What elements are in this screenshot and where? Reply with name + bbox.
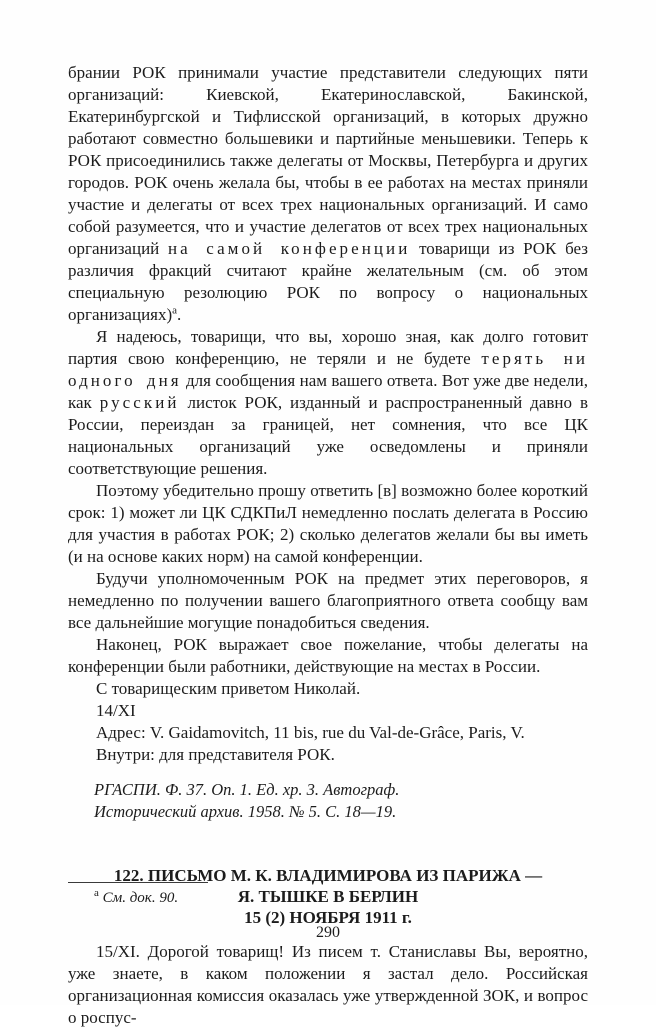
emphasized-spaced-text: русский xyxy=(99,393,180,412)
document-heading-line: 15 (2) НОЯБРЯ 1911 г. xyxy=(244,908,412,927)
paragraph-text: товарищи из РОК без различия фракций считают крайне желательным (см. об этом специальную резолюцию РОК по вопросу о национальных организациях) xyxy=(68,239,588,324)
paragraph: Будучи уполномоченным РОК на предмет этих переговоров, я немедленно по получении вашего благоприятного ответа сообщу вам все дальнейшие могущие понадобиться сведения. xyxy=(68,569,588,632)
letter-address-inner: Внутри: для представителя РОК. xyxy=(96,745,335,764)
footnote-reference-marker: а xyxy=(172,304,178,317)
archive-reference xyxy=(94,779,588,823)
letter-body xyxy=(68,62,588,766)
paragraph: 15/XI. Дорогой товарищ! Из писем т. Станиславы Вы, вероятно, уже знаете, в каком положении я застал дело. Российская организационная комиссия оказалась уже утвержденной ЗОК, и вопрос о роспус- xyxy=(68,942,588,1027)
page-number: 290 xyxy=(316,924,340,941)
footnote-separator xyxy=(68,882,208,883)
footnote-marker: а xyxy=(94,887,99,899)
letter-signature: С товарищеским приветом Николай. xyxy=(96,679,361,698)
paragraph-text: Я надеюсь, товарищи, что вы, хорошо зная, как долго готовит партия свою конференцию, не теряли и не будете xyxy=(68,327,588,368)
emphasized-spaced-text: на самой конференции xyxy=(167,239,411,258)
archive-reference-line: РГАСПИ. Ф. 37. Оп. 1. Ед. хр. 3. Автограф. xyxy=(94,780,400,799)
paragraph: Наконец, РОК выражает свое пожелание, чтобы делегаты на конференции были работники, действующие на местах в России. xyxy=(68,635,588,676)
footnote-text xyxy=(68,888,588,908)
emphasized-spaced-text: терять ни одного дня xyxy=(68,349,589,390)
paragraph-text: брании РОК принимали участие представители следующих пяти организаций: Киевской, Екатеринославской, Бакинской, Екатеринбургской и Тифлисской организаций, в которых дружно работают совместно большевики и партийные меньшевики. Теперь к РОК присоединились также делегаты от Москвы, Петербурга и других городов. РОК очень желала бы, чтобы в ее работах на местах приняли участие и делегаты от всех трех национальных организаций. И само собой разумеется, что и участие делегатов от всех трех национальных организаций xyxy=(68,63,588,258)
footnote-content: См. док. 90. xyxy=(102,890,179,906)
paragraph-text: для сообщения нам вашего ответа. Вот уже две недели, как xyxy=(68,371,589,412)
paragraph-text: листок РОК, изданный и распространенный давно в России, переиздан за границей, нет сомнения, что все ЦК национальных организаций уже осведомлены и приняли соответствующие решения. xyxy=(68,393,588,478)
document-heading-line: Я. ТЫШКЕ В БЕРЛИН xyxy=(237,887,419,906)
paragraph-text: . xyxy=(177,305,182,324)
letter-date: 14/XI xyxy=(96,701,136,720)
paragraph xyxy=(68,62,588,326)
paragraph: Поэтому убедительно прошу ответить [в] возможно более короткий срок: 1) может ли ЦК СДКПиЛ немедленно послать делегата в Россию для участия в работах РОК; 2) сколько делегатов желали бы вы иметь (и на основе каких норм) на самой конференции. xyxy=(68,481,588,566)
document-heading-line: 122. ПИСЬМО М. К. ВЛАДИМИРОВА ИЗ ПАРИЖА — xyxy=(113,866,543,885)
letter-address: Адрес: V. Gaidamovitch, 11 bis, rue du Val-de-Grâce, Paris, V. xyxy=(96,723,525,742)
paragraph xyxy=(68,326,588,480)
archive-reference-line: Исторический архив. 1958. № 5. С. 18—19. xyxy=(94,802,397,821)
footnote xyxy=(68,882,588,908)
